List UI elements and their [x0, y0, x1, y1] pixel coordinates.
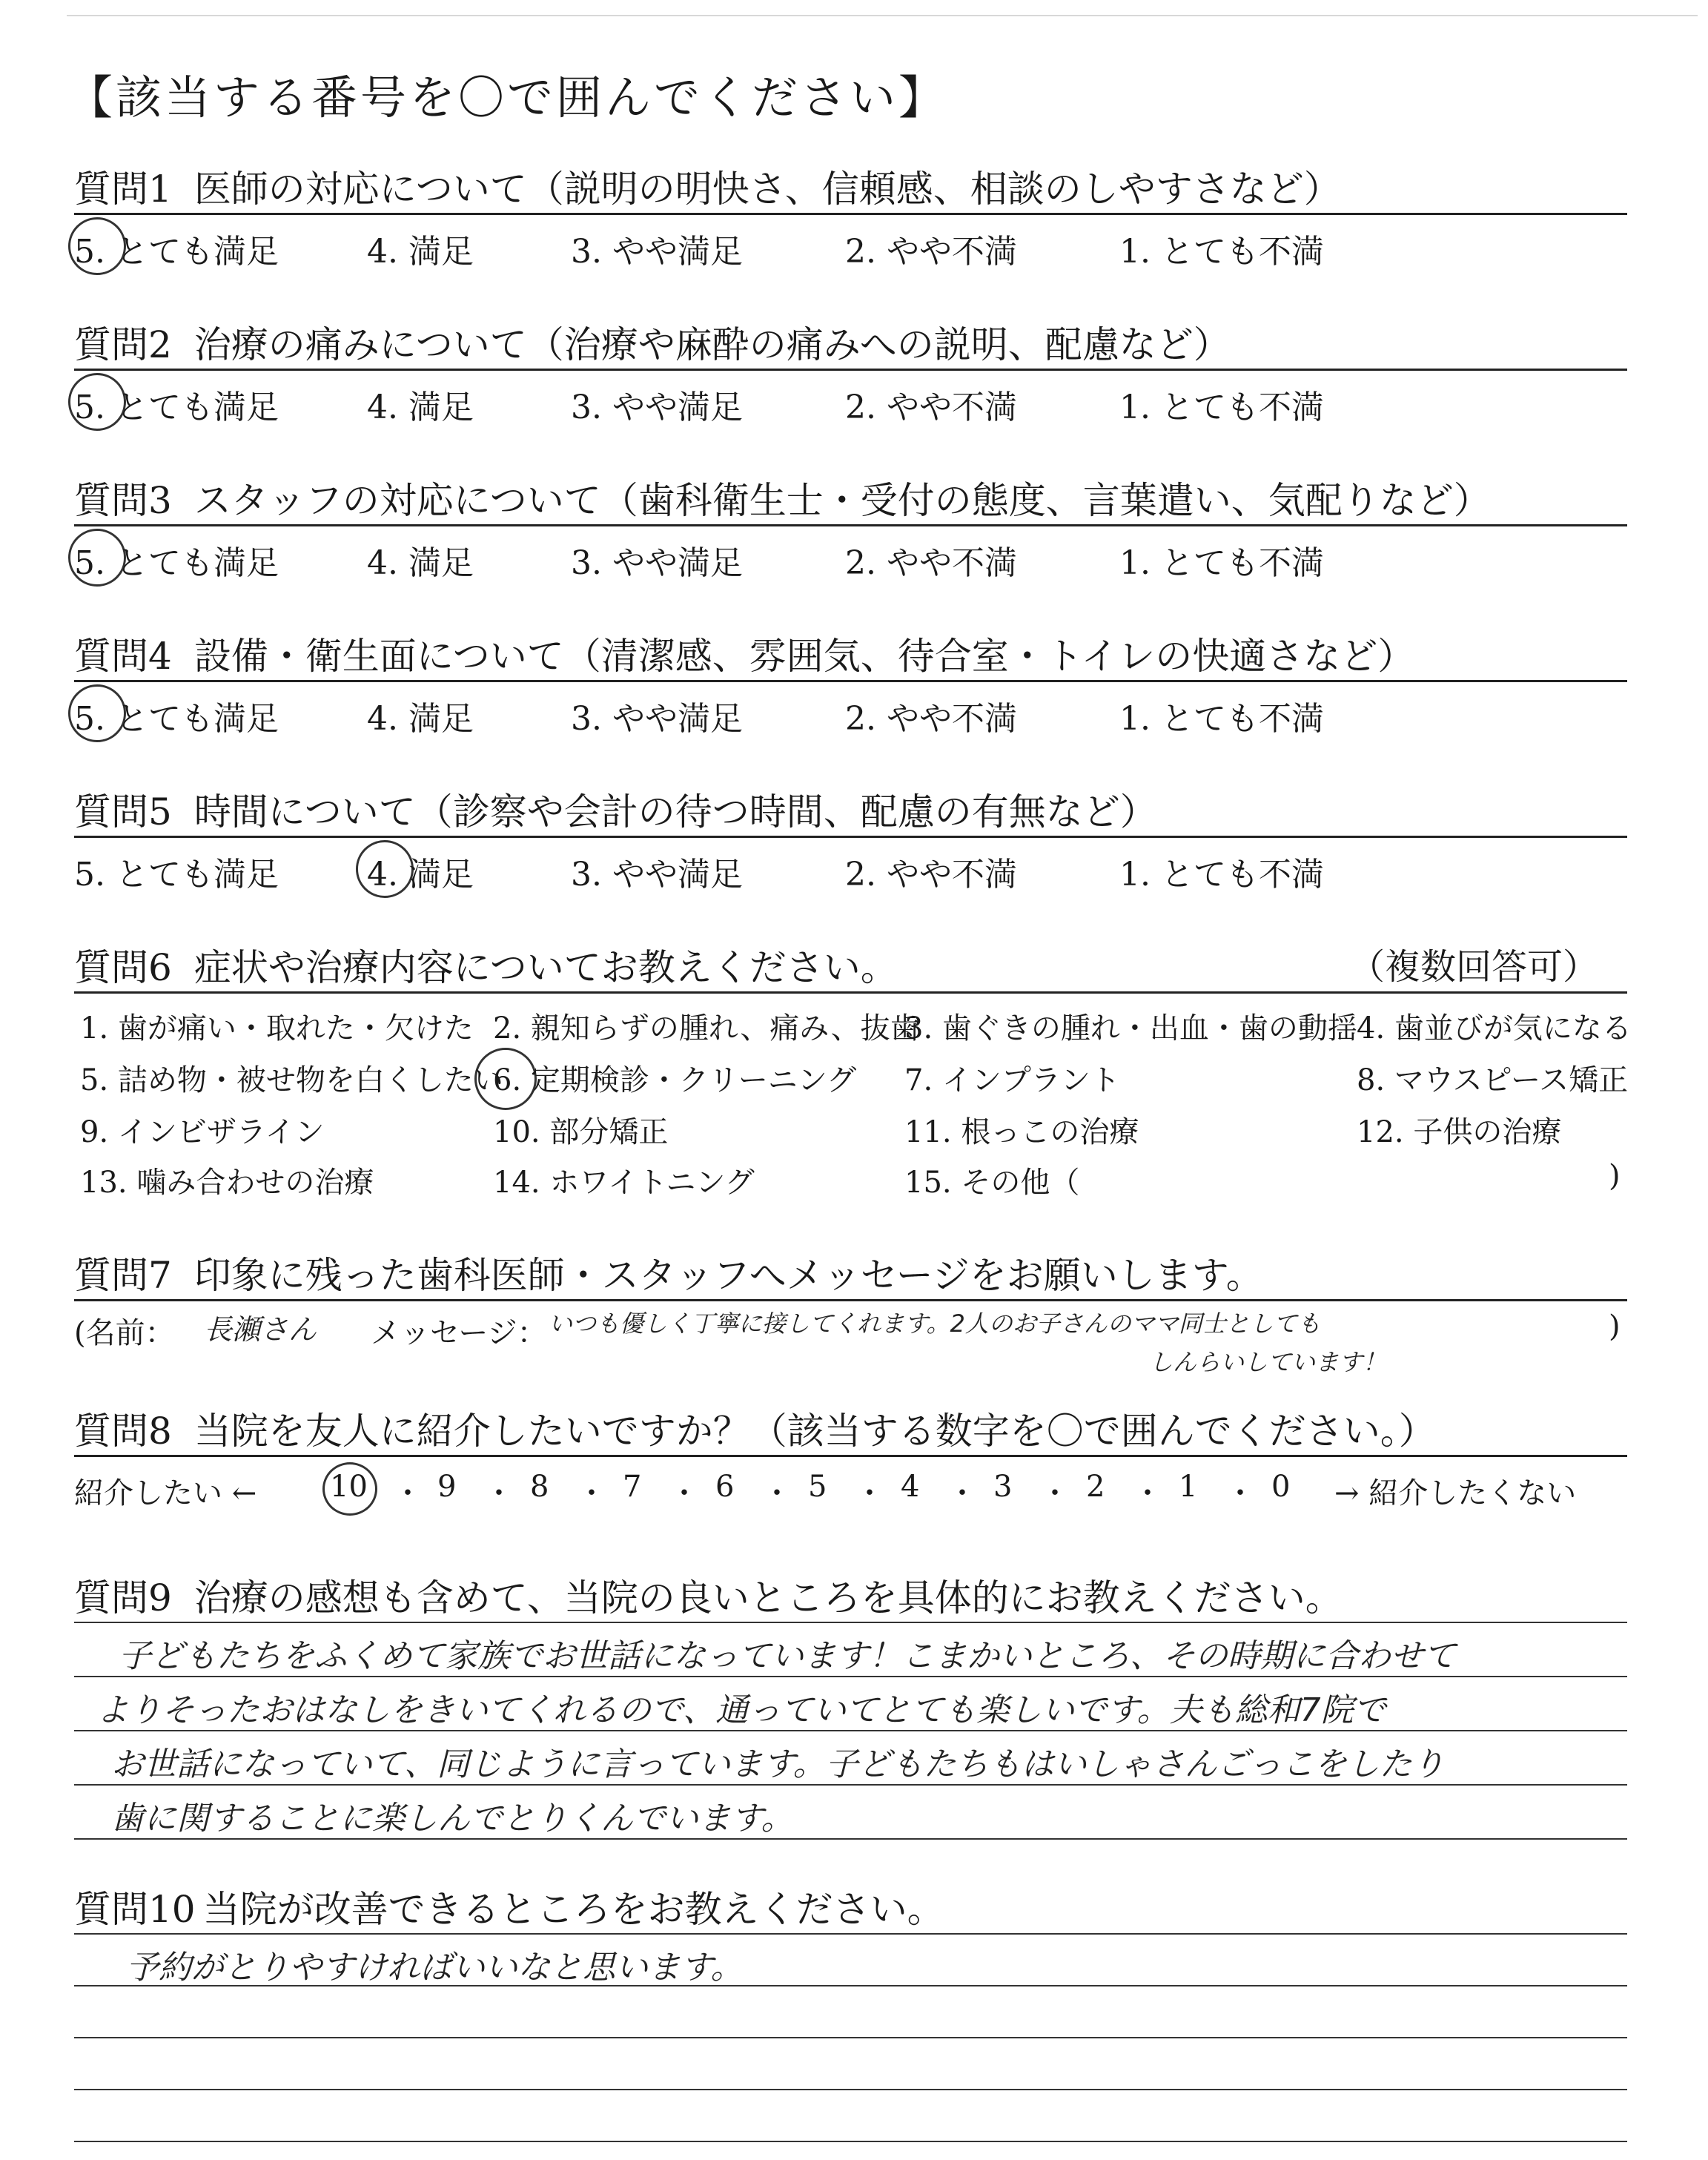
symptom-option-3[interactable]: 3. 歯ぐきの腫れ・出血・歯の動揺 — [904, 1011, 1357, 1046]
symptom-option-6[interactable]: 6. 定期検診・クリーニング — [493, 1063, 857, 1097]
question-6-rule — [74, 991, 1627, 994]
question-1-text: 医師の対応について（説明の明快さ、信頼感、相談のしやすさなど） — [193, 168, 1341, 211]
question-4-text: 設備・衛生面について（清潔感、雰囲気、待合室・トイレの快適さなど） — [193, 635, 1415, 678]
option-4[interactable]: 4. 満足 — [367, 856, 474, 894]
separator-dot: ・ — [669, 1476, 699, 1510]
option-4[interactable]: 4. 満足 — [367, 389, 474, 426]
name-value[interactable]: 長瀬さん — [204, 1313, 317, 1346]
score-4[interactable]: 4 — [901, 1470, 920, 1504]
question-5-text: 時間について（診察や会計の待つ時間、配慮の有無など） — [193, 790, 1157, 833]
score-8[interactable]: 8 — [530, 1470, 549, 1504]
question-10-text: 当院が改善できるところをお教えください。 — [202, 1888, 944, 1931]
question-4 — [74, 627, 1627, 738]
symptom-option-15-close: ) — [1609, 1159, 1621, 1193]
message-close-paren: ) — [1609, 1309, 1621, 1344]
question-3 — [74, 471, 1627, 582]
question-8-title — [74, 1401, 1436, 1455]
option-4[interactable]: 4. 満足 — [367, 544, 474, 582]
answer-text-line-1[interactable]: 予約がとりやすければいいなと思います。 — [126, 1949, 744, 1986]
symptom-option-9[interactable]: 9. インビザライン — [80, 1115, 325, 1149]
option-2[interactable]: 2. やや不満 — [845, 389, 1017, 426]
separator-dot: ・ — [947, 1476, 977, 1510]
question-3-number: 質問3 — [74, 479, 172, 522]
separator-dot: ・ — [1225, 1476, 1255, 1510]
option-3[interactable]: 3. やや満足 — [571, 856, 743, 894]
score-0[interactable]: 0 — [1271, 1470, 1291, 1504]
question-1-title — [74, 159, 1341, 213]
symptom-option-2[interactable]: 2. 親知らずの腫れ、痛み、抜歯 — [493, 1011, 920, 1046]
answer-line — [74, 1622, 1627, 1623]
question-9 — [74, 1568, 1627, 1843]
separator-dot: ・ — [762, 1476, 792, 1510]
option-1[interactable]: 1. とても不満 — [1119, 544, 1324, 582]
score-2[interactable]: 2 — [1086, 1470, 1105, 1504]
answer-line — [74, 1933, 1627, 1935]
answer-line — [74, 2089, 1627, 2090]
option-4[interactable]: 4. 満足 — [367, 233, 474, 271]
question-4-title — [74, 627, 1414, 680]
option-4[interactable]: 4. 満足 — [367, 700, 474, 738]
question-9-number: 質問9 — [74, 1576, 172, 1619]
question-6-title — [74, 938, 898, 991]
option-5[interactable]: 5. とても満足 — [74, 389, 279, 426]
message-line-1[interactable]: いつも優しく丁寧に接してくれます。2人のお子さんのママ同士としても — [549, 1309, 1321, 1338]
option-5[interactable]: 5. とても満足 — [74, 700, 279, 738]
option-2[interactable]: 2. やや不満 — [845, 544, 1017, 582]
option-5[interactable]: 5. とても満足 — [74, 233, 279, 271]
separator-dot: ・ — [1040, 1476, 1070, 1510]
symptom-option-10[interactable]: 10. 部分矯正 — [493, 1115, 669, 1149]
separator-dot: ・ — [393, 1476, 423, 1510]
symptom-option-1[interactable]: 1. 歯が痛い・取れた・欠けた — [80, 1011, 474, 1046]
question-7 — [74, 1246, 1627, 1379]
question-6-text: 症状や治療内容についてお教えください。 — [193, 946, 898, 989]
option-3[interactable]: 3. やや満足 — [571, 544, 743, 582]
answer-text-line-2[interactable]: よりそったおはなしをきいてくれるので、通っていてとても楽しいです。夫も総和7院で — [96, 1691, 1386, 1729]
separator-dot: ・ — [577, 1476, 606, 1510]
question-3-text: スタッフの対応について（歯科衛生士・受付の態度、言葉遣い、気配りなど） — [193, 479, 1491, 522]
separator-dot: ・ — [484, 1476, 514, 1510]
recommend-right-label: → 紹介したくない — [1334, 1476, 1577, 1510]
option-1[interactable]: 1. とても不満 — [1119, 389, 1324, 426]
answer-line — [74, 2037, 1627, 2038]
score-5[interactable]: 5 — [808, 1470, 827, 1504]
question-2-text: 治療の痛みについて（治療や麻酔の痛みへの説明、配慮など） — [193, 323, 1231, 366]
score-9[interactable]: 9 — [437, 1470, 457, 1504]
question-5-rule — [74, 836, 1627, 838]
option-3[interactable]: 3. やや満足 — [571, 700, 743, 738]
score-10[interactable]: 10 — [330, 1470, 368, 1504]
symptom-option-14[interactable]: 14. ホワイトニング — [493, 1166, 755, 1200]
question-10-number: 質問10 — [74, 1888, 196, 1931]
score-7[interactable]: 7 — [623, 1470, 642, 1504]
option-1[interactable]: 1. とても不満 — [1119, 233, 1324, 271]
question-3-rule — [74, 524, 1627, 526]
message-line-2[interactable]: しんらいしています！ — [1149, 1348, 1387, 1376]
symptom-option-12[interactable]: 12. 子供の治療 — [1357, 1115, 1562, 1149]
form-heading: 【該当する番号を〇で囲んでください】 — [67, 70, 948, 125]
question-7-number: 質問7 — [74, 1254, 172, 1297]
answer-text-line-4[interactable]: 歯に関することに楽しんでとりくんでいます。 — [111, 1800, 794, 1837]
question-4-rule — [74, 680, 1627, 682]
question-2-number: 質問2 — [74, 323, 172, 366]
question-1-rule — [74, 213, 1627, 215]
option-5[interactable]: 5. とても満足 — [74, 544, 279, 582]
answer-text-line-1[interactable]: 子どもたちをふくめて家族でお世話になっています！こまかいところ、その時期に合わせて — [119, 1637, 1456, 1675]
question-5 — [74, 782, 1627, 894]
option-3[interactable]: 3. やや満足 — [571, 233, 743, 271]
option-5[interactable]: 5. とても満足 — [74, 856, 279, 894]
question-3-title — [74, 471, 1491, 524]
question-8-rule — [74, 1455, 1627, 1457]
separator-dot: ・ — [855, 1476, 884, 1510]
option-1[interactable]: 1. とても不満 — [1119, 856, 1324, 894]
question-1 — [74, 159, 1627, 271]
question-10-title — [74, 1880, 944, 1933]
question-7-rule — [74, 1299, 1627, 1301]
score-1[interactable]: 1 — [1179, 1470, 1198, 1504]
score-6[interactable]: 6 — [715, 1470, 735, 1504]
question-10 — [74, 1880, 1627, 2147]
top-border — [67, 15, 1698, 16]
question-8 — [74, 1401, 1627, 1520]
question-5-number: 質問5 — [74, 790, 172, 833]
question-9-title — [74, 1568, 1343, 1622]
symptom-option-7[interactable]: 7. インプラント — [904, 1063, 1120, 1097]
question-2-rule — [74, 369, 1627, 371]
question-1-number: 質問1 — [74, 168, 172, 211]
symptom-option-5[interactable]: 5. 詰め物・被せ物を白くしたい — [80, 1063, 503, 1097]
option-2[interactable]: 2. やや不満 — [845, 700, 1017, 738]
answer-line — [74, 2141, 1627, 2142]
question-2 — [74, 315, 1627, 426]
symptom-option-11[interactable]: 11. 根っこの治療 — [904, 1115, 1139, 1149]
symptom-option-13[interactable]: 13. 噛み合わせの治療 — [80, 1166, 374, 1200]
answer-text-line-3[interactable]: お世話になっていて、同じように言っています。子どもたちもはいしゃさんごっこをしたり — [111, 1745, 1445, 1783]
name-label: (名前： — [74, 1316, 175, 1350]
question-2-title — [74, 315, 1231, 369]
question-8-number: 質問8 — [74, 1410, 172, 1453]
question-8-text: 当院を友人に紹介したいですか？（該当する数字を〇で囲んでください。） — [193, 1410, 1436, 1453]
symptom-option-8[interactable]: 8. マウスピース矯正 — [1357, 1063, 1629, 1097]
question-4-number: 質問4 — [74, 635, 172, 678]
separator-dot: ・ — [1133, 1476, 1162, 1510]
symptom-option-4[interactable]: 4. 歯並びが気になる — [1357, 1011, 1632, 1046]
option-2[interactable]: 2. やや不満 — [845, 233, 1017, 271]
question-6 — [74, 938, 1632, 1205]
question-5-title — [74, 782, 1157, 836]
option-3[interactable]: 3. やや満足 — [571, 389, 743, 426]
question-7-title — [74, 1246, 1263, 1299]
message-label: メッセージ： — [371, 1316, 547, 1350]
symptom-option-15[interactable]: 15. その他（ — [904, 1166, 1080, 1200]
question-6-number: 質問6 — [74, 946, 172, 989]
question-7-text: 印象に残った歯科医師・スタッフへメッセージをお願いします。 — [193, 1254, 1263, 1297]
option-1[interactable]: 1. とても不満 — [1119, 700, 1324, 738]
score-3[interactable]: 3 — [993, 1470, 1013, 1504]
question-6-note: （複数回答可） — [1349, 946, 1599, 988]
option-2[interactable]: 2. やや不満 — [845, 856, 1017, 894]
question-9-text: 治療の感想も含めて、当院の良いところを具体的にお教えください。 — [193, 1576, 1343, 1619]
recommend-left-label: 紹介したい ← — [74, 1476, 257, 1510]
